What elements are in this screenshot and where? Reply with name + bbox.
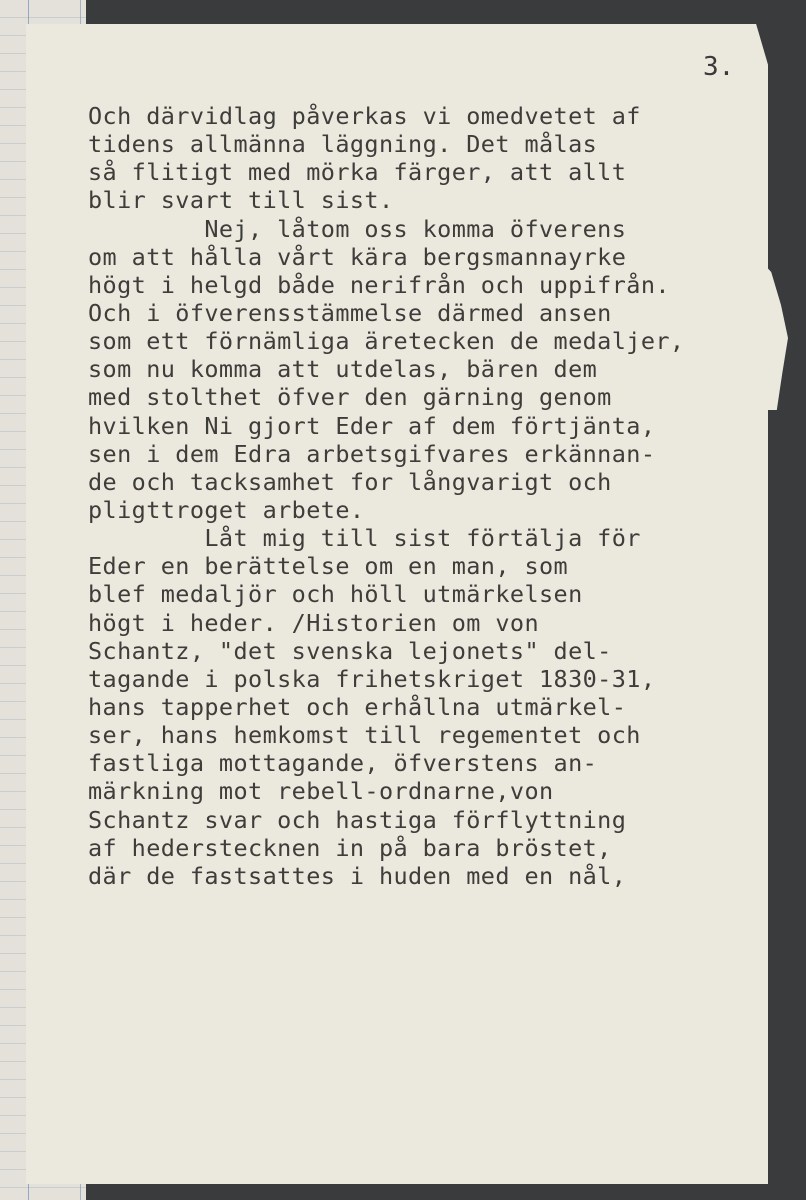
text-line: märkning mot rebell-ordnarne,von xyxy=(88,777,554,806)
text-line: Låt mig till sist förtälja för xyxy=(88,524,641,553)
text-line: Eder en berättelse om en man, som xyxy=(88,552,569,581)
text-line: fastliga mottagande, öfverstens an- xyxy=(88,749,598,778)
text-line: Och i öfverensstämmelse därmed ansen xyxy=(88,298,612,327)
text-line: där de fastsattes i huden med en nål, xyxy=(88,861,627,890)
text-line: Schantz svar och hastiga förflyttning xyxy=(88,805,627,834)
text-line: som ett förnämliga äretecken de medaljer, xyxy=(88,327,685,356)
text-line: hans tapperhet och erhållna utmärkel- xyxy=(88,692,627,721)
text-line: blir svart till sist. xyxy=(88,186,394,215)
text-line: tidens allmänna läggning. Det målas xyxy=(88,130,598,159)
text-line: sen i dem Edra arbetsgifvares erkännan- xyxy=(88,439,656,468)
text-line: blef medaljör och höll utmärkelsen xyxy=(88,580,583,609)
text-line: så flitigt med mörka färger, att allt xyxy=(88,158,627,187)
text-line: Nej, låtom oss komma öfverens xyxy=(88,214,627,243)
page-number: 3. xyxy=(703,52,735,82)
text-line: hvilken Ni gjort Eder af dem förtjänta, xyxy=(88,411,656,440)
text-line: högt i heder. /Historien om von xyxy=(88,608,539,637)
text-line: med stolthet öfver den gärning genom xyxy=(88,383,612,412)
text-line: Schantz, "det svenska lejonets" del- xyxy=(88,636,612,665)
text-line: af hederstecknen in på bara bröstet, xyxy=(88,833,612,862)
text-line: Och därvidlag påverkas vi omedvetet af xyxy=(88,102,641,130)
body-text xyxy=(88,102,788,890)
text-line: om att hålla vårt kära bergsmannayrke xyxy=(88,242,627,271)
text-line: pligttroget arbete. xyxy=(88,495,365,524)
text-line: som nu komma att utdelas, bären dem xyxy=(88,355,598,384)
text-line: tagande i polska frihetskriget 1830-31, xyxy=(88,664,656,693)
text-line: ser, hans hemkomst till regementet och xyxy=(88,721,641,750)
text-line: de och tacksamhet for långvarigt och xyxy=(88,467,612,496)
text-line: högt i helgd både nerifrån och uppifrån. xyxy=(88,270,670,299)
